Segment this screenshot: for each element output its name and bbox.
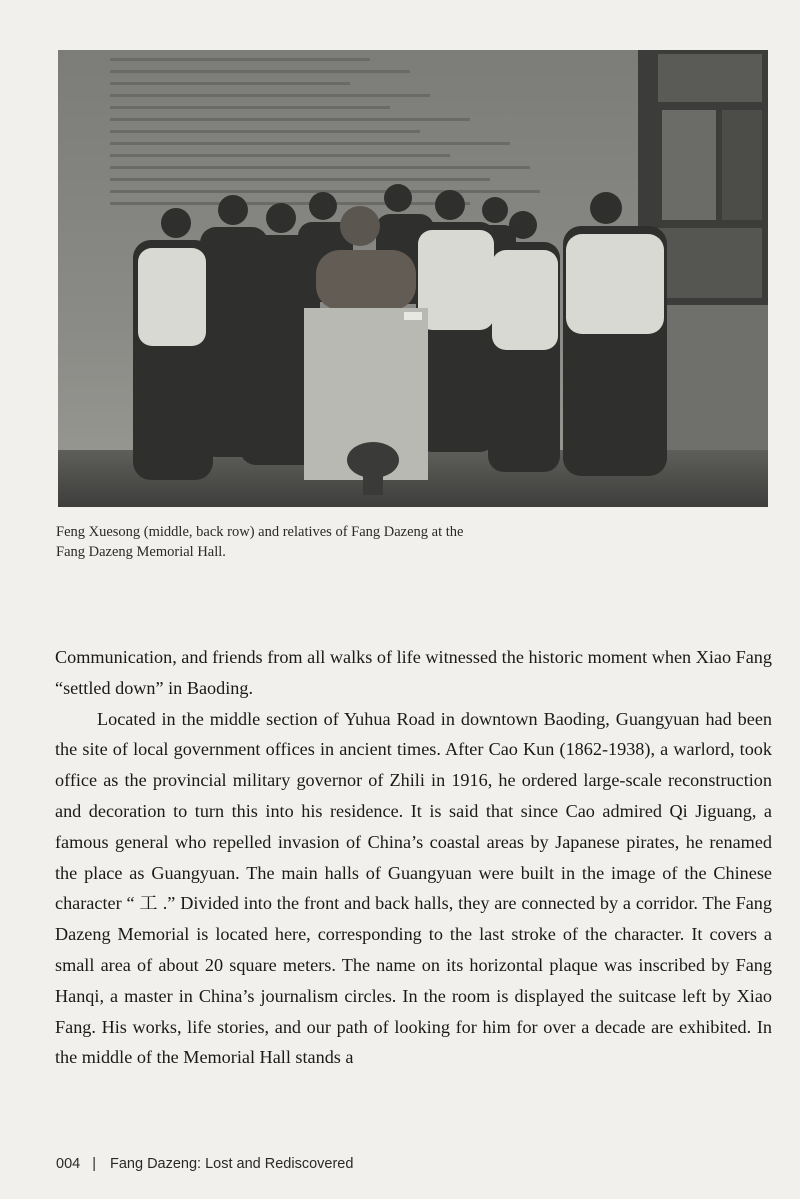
body-text bbox=[55, 642, 772, 1073]
paragraph-guangyuan: Located in the middle section of Yuhua Road in downtown Baoding, Guangyuan had been the site of local government offices in ancient times. After Cao Kun (1862-1938), a warlord, took office as the provincial military governor of Zhili in 1916, he ordered large-scale reconstruction and decoration to turn this into his residence. It is said that since Cao admired Qi Jiguang, a famous general who repelled invasion of China’s coastal areas by Japanese pirates, he renamed the place as Guangyuan. The main halls of Guangyuan were built in the image of the Chinese character “ 工 .” Divided into the front and back halls, they are connected by a corridor. The Fang Dazeng Memorial is located here, corresponding to the last stroke of the character. It covers a small area of about 20 square meters. The name on its horizontal plaque was inscribed by Fang Hanqi, a master in China’s journalism circles. In the room is displayed the suitcase left by Xiao Fang. His works, life stories, and our path of looking for him for over a decade are exhibited. In the middle of the Memorial Hall stands a bbox=[55, 708, 772, 1068]
page-number: 004 bbox=[56, 1156, 81, 1172]
footer-separator: | bbox=[92, 1156, 96, 1172]
memorial-hall-group-photo bbox=[58, 50, 768, 507]
paragraph-continued: Communication, and friends from all walks of life witnessed the historic moment when Xiao Fang “settled down” in Baoding. bbox=[55, 647, 772, 698]
book-title: Fang Dazeng: Lost and Rediscovered bbox=[109, 1156, 354, 1172]
caption-line-1: Feng Xuesong (middle, back row) and relatives of Fang Dazeng at the bbox=[56, 524, 464, 540]
caption-line-2: Fang Dazeng Memorial Hall. bbox=[56, 544, 226, 560]
page-footer bbox=[56, 1156, 353, 1172]
photo-caption bbox=[56, 522, 696, 562]
